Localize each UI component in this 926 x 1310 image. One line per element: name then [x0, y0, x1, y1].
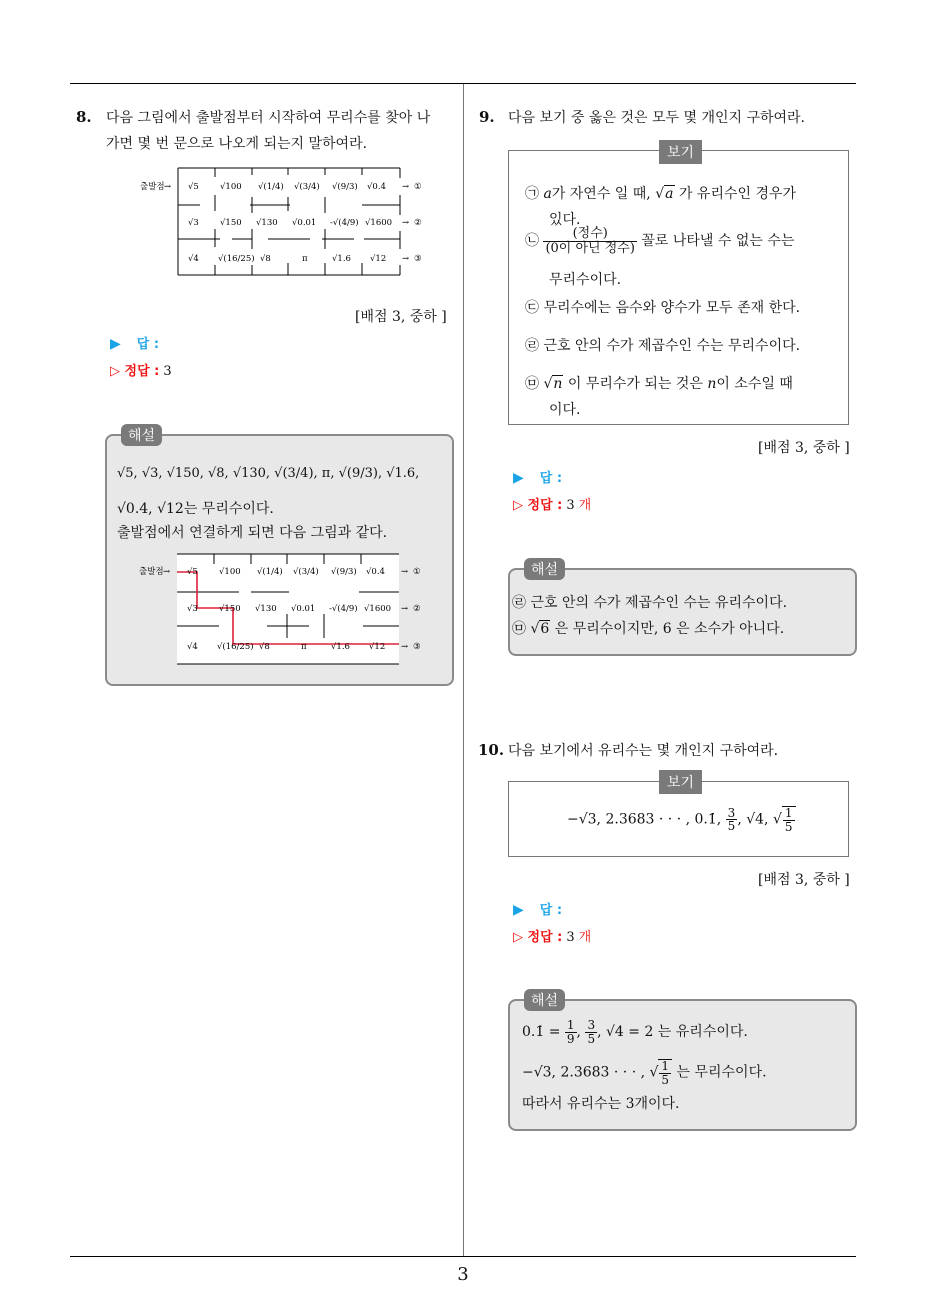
q8-cell: √1.6: [331, 642, 350, 652]
q8-solution-tag: 해설: [121, 424, 162, 446]
q9-item-2: ㉡ $\frac{\text{(정수)}}{\text{(0이 아닌 정수)}}$ 꼴로 나타낼 수 없는 수는: [525, 226, 795, 256]
q8-cell: √(1/4): [257, 567, 283, 577]
q10-text: 다음 보기에서 유리수는 몇 개인지 구하여라.: [508, 743, 779, 759]
bottom-rule: [70, 1256, 856, 1257]
q9-text: 다음 보기 중 옳은 것은 모두 몇 개인지 구하여라.: [508, 110, 806, 126]
q8-cell: √1.6: [332, 254, 351, 264]
q8-cell: √150: [219, 604, 241, 614]
q8-exit: ②: [414, 218, 422, 228]
q9-solution-line2: ㉤ √6 은 무리수이지만, 6 은 소수가 아니다.: [512, 621, 785, 637]
q8-cell: √150: [220, 218, 242, 228]
q9-correct: ▷ 정답 : 3 개: [513, 498, 592, 513]
play-icon: ▶: [513, 902, 524, 918]
q8-number: 8.: [76, 108, 92, 126]
page-number: 3: [457, 1264, 469, 1285]
q8-cell: √0.4: [366, 567, 385, 577]
q10-solution-line3: 따라서 유리수는 3개이다.: [522, 1096, 680, 1112]
q8-cell: √(16/25): [217, 642, 254, 652]
svg-text:→: →: [402, 182, 410, 192]
q8-exit: ①: [413, 567, 421, 577]
q8-cell: √(3/4): [293, 567, 319, 577]
column-divider: [463, 84, 464, 1256]
q9-item-3: ㉢ 무리수에는 음수와 양수가 모두 존재 한다.: [525, 300, 801, 316]
q8-cell: √4: [188, 254, 199, 264]
q8-start-label: 출발점: [139, 567, 164, 577]
q8-cell: √0.01: [291, 604, 316, 614]
q8-solution-box: [105, 428, 454, 686]
q8-exit: ③: [414, 254, 422, 264]
q9-item-1-cont: 있다.: [549, 212, 581, 228]
q10-solution-box: [508, 993, 857, 1131]
q8-cell: √100: [219, 567, 241, 577]
q9-number: 9.: [479, 108, 495, 126]
q8-cell: √(1/4): [258, 182, 284, 192]
q8-cell: √(16/25): [218, 254, 255, 264]
svg-text:→: →: [402, 218, 410, 228]
q9-bogi-box: [508, 145, 849, 425]
q9-bogi-tag: 보기: [659, 140, 702, 164]
svg-text:→: →: [401, 567, 409, 577]
q8-cell: √(9/3): [331, 567, 357, 577]
svg-text:→: →: [163, 567, 171, 577]
q8-solution-line2: √0.4, √12는 무리수이다.: [117, 501, 274, 517]
q8-exit: ③: [413, 642, 421, 652]
outline-triangle-icon: ▷: [513, 930, 528, 945]
q8-maze-figure: [140, 163, 430, 281]
q8-answer: ▶ 답 :: [110, 336, 160, 352]
q8-cell: -√(4/9): [329, 604, 358, 614]
q9-score: [배점 3, 중하 ]: [758, 440, 850, 456]
q8-cell: -√(4/9): [330, 218, 359, 228]
q10-answer: ▶ 답 :: [513, 902, 563, 918]
q10-correct: ▷ 정답 : 3 개: [513, 930, 592, 945]
q8-cell: √8: [259, 642, 270, 652]
q10-bogi-tag: 보기: [659, 770, 702, 794]
q10-solution-line2: −√3, 2.3683 · · · , √ $\frac{1}{5}$ 는 무리수이다.: [522, 1059, 767, 1087]
outline-triangle-icon: ▷: [110, 364, 125, 379]
q8-text-line2: 가면 몇 번 문으로 나오게 되는지 말하여라.: [106, 136, 368, 152]
q8-cell: √3: [188, 218, 199, 228]
play-icon: ▶: [513, 470, 524, 486]
q10-bogi-content: −√3, 2.3683 · · · , 0.1̇, $\frac{3}{5}$ , √4, √ $\frac{1}{5}$: [567, 806, 796, 833]
outline-triangle-icon: ▷: [513, 498, 528, 513]
q8-cell: √12: [370, 254, 387, 264]
q8-cell: π: [302, 254, 308, 264]
svg-text:→: →: [401, 642, 409, 652]
q8-cell: √3: [187, 604, 198, 614]
q10-bogi-box: [508, 775, 849, 857]
q8-cell: √8: [260, 254, 271, 264]
q9-solution-box: [508, 562, 857, 656]
q8-solution-maze: [139, 552, 429, 668]
q10-solution-tag: 해설: [524, 989, 565, 1011]
q8-solution-line3: 출발점에서 연결하게 되면 다음 그림과 같다.: [117, 525, 388, 541]
svg-text:→: →: [401, 604, 409, 614]
q8-cell: √130: [255, 604, 277, 614]
q8-correct: ▷ 정답 : 3: [110, 364, 172, 379]
q8-cell: √100: [220, 182, 242, 192]
q8-score: [배점 3, 중하 ]: [355, 309, 447, 325]
q8-exit: ①: [414, 182, 422, 192]
q9-item-5: ㉤ √n 이 무리수가 되는 것은 n이 소수일 때: [525, 376, 793, 392]
q10-score: [배점 3, 중하 ]: [758, 872, 850, 888]
q9-solution-tag: 해설: [524, 558, 565, 580]
q8-cell: √4: [187, 642, 198, 652]
q9-item-1: ㉠ a가 자연수 일 때, √a 가 유리수인 경우가: [525, 186, 797, 202]
q10-number: 10.: [478, 741, 505, 759]
q8-cell: √12: [369, 642, 386, 652]
q8-cell: √(3/4): [294, 182, 320, 192]
q8-start-label: 출발점: [140, 182, 165, 192]
q9-item-5-cont: 이다.: [549, 402, 581, 418]
q9-item-2-cont: 무리수이다.: [549, 272, 622, 288]
svg-text:→: →: [164, 182, 172, 192]
q8-solution-line1: √5, √3, √150, √8, √130, √(3/4), π, √(9/3), √1.6,: [117, 466, 420, 481]
q8-cell: √5: [188, 182, 199, 192]
q9-solution-line1: ㉣ 근호 안의 수가 제곱수인 수는 유리수이다.: [512, 595, 788, 611]
q8-cell: √0.01: [292, 218, 317, 228]
q8-exit: ②: [413, 604, 421, 614]
q8-text-line1: 다음 그림에서 출발점부터 시작하여 무리수를 찾아 나: [106, 110, 431, 126]
q8-cell: √0.4: [367, 182, 386, 192]
q8-cell: √130: [256, 218, 278, 228]
q8-cell: √1600: [365, 218, 393, 228]
q8-cell: π: [301, 642, 307, 652]
svg-text:→: →: [402, 254, 410, 264]
play-icon: ▶: [110, 336, 121, 352]
q8-cell: √(9/3): [332, 182, 358, 192]
q9-answer: ▶ 답 :: [513, 470, 563, 486]
q10-solution-line1: 0.1̇ = $\frac{1}{9}$ , $\frac{3}{5}$ , √4 = 2 는 유리수이다.: [522, 1018, 748, 1046]
q9-item-4: ㉣ 근호 안의 수가 제곱수인 수는 무리수이다.: [525, 338, 801, 354]
q8-cell: √5: [187, 567, 198, 577]
q8-cell: √1600: [364, 604, 392, 614]
